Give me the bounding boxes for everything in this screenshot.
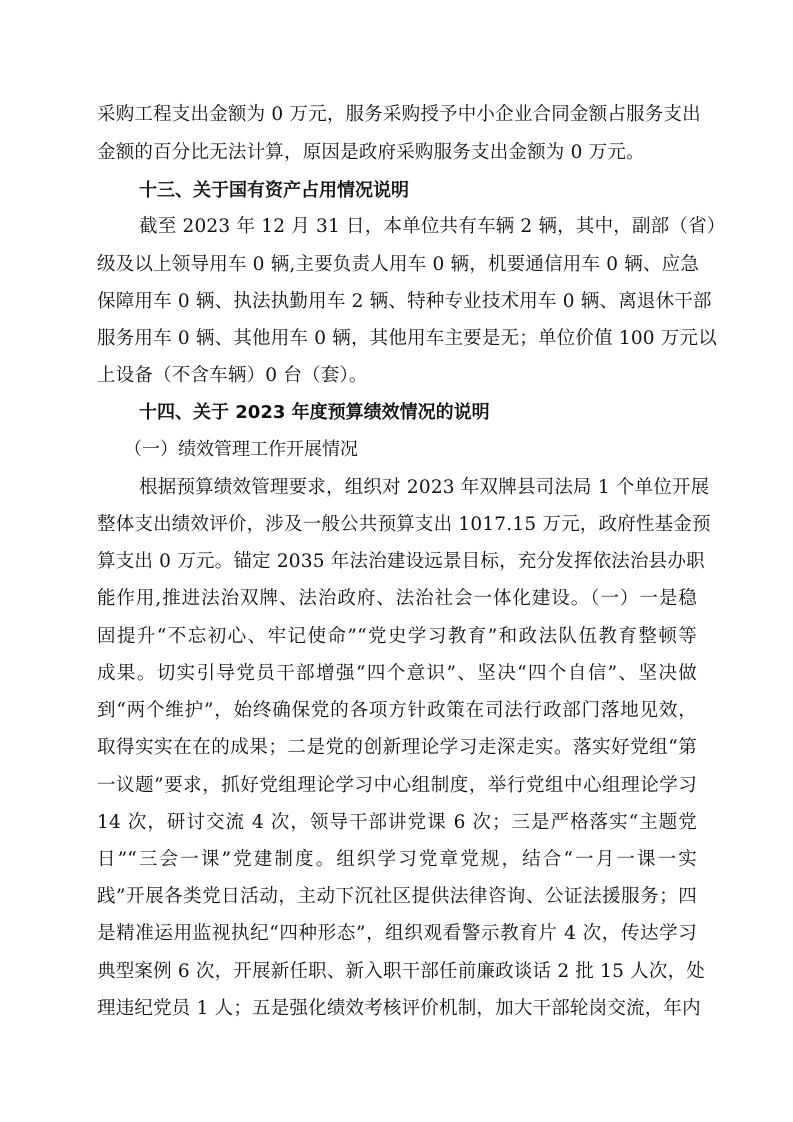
section-14-line-4: 能作用,推进法治双牌、法治政府、法治社会一体化建设。（一）一是稳	[97, 588, 697, 609]
section-14-line-14: 典型案例 6 次，开展新任职、新入职干部任前廉政谈话 2 批 15 人次，处	[97, 961, 705, 982]
section-14-line-13: 是精准运用监视执纪“四种形态”，组织观看警示教育片 4 次，传达学习	[97, 923, 697, 944]
intro-line-2: 金额的百分比无法计算，原因是政府采购服务支出金额为 0 万元。	[97, 142, 645, 163]
section-14-line-8: 取得实实在在的成果；二是党的创新理论学习走深走实。落实好党组“第	[97, 737, 697, 758]
section-14-line-5: 固提升“不忘初心、牢记使命”“党史学习教育”和政法队伍教育整顿等	[97, 626, 697, 647]
section-14-line-12: 践”开展各类党日活动，主动下沉社区提供法律咨询、公证法援服务；四	[97, 886, 697, 907]
section-14-line-10: 14 次，研讨交流 4 次，领导干部讲党课 6 次；三是严格落实“主题党	[97, 812, 697, 833]
section-14-heading: 十四、关于 2023 年度预算绩效情况的说明	[139, 402, 490, 423]
section-13-line-1: 截至 2023 年 12 月 31 日，本单位共有车辆 2 辆，其中，副部（省）	[139, 216, 726, 237]
section-14-line-1: 根据预算绩效管理要求，组织对 2023 年双牌县司法局 1 个单位开展	[139, 477, 710, 498]
section-14-line-7: 到“两个维护”，始终确保党的各项方针政策在司法行政部门落地见效，	[97, 700, 697, 721]
section-13-line-3: 保障用车 0 辆、执法执勤用车 2 辆、特种专业技术用车 0 辆、离退休干部	[97, 291, 712, 312]
section-13-line-5: 上设备（不含车辆）0 台（套）。	[97, 365, 368, 386]
section-13-line-2: 级及以上领导用车 0 辆,主要负责人用车 0 辆，机要通信用车 0 辆、应急	[97, 254, 700, 275]
section-14-line-9: 一议题”要求，抓好党组理论学习中心组制度，举行党组中心组理论学习	[97, 775, 697, 796]
section-13-line-4: 服务用车 0 辆、其他用车 0 辆，其他用车主要是无；单位价值 100 万元以	[97, 328, 717, 349]
section-13-heading: 十三、关于国有资产占用情况说明	[139, 180, 409, 201]
section-14-line-2: 整体支出绩效评价，涉及一般公共预算支出 1017.15 万元，政府性基金预	[97, 514, 711, 535]
section-14-subheading: （一）绩效管理工作开展情况	[124, 439, 358, 460]
section-14-line-3: 算支出 0 万元。锚定 2035 年法治建设远景目标，充分发挥依法治县办职	[97, 551, 705, 572]
intro-line-1: 采购工程支出金额为 0 万元，服务采购授予中小企业合同金额占服务支出	[97, 104, 701, 125]
section-14-line-15: 理违纪党员 1 人；五是强化绩效考核评价机制，加大干部轮岗交流，年内	[97, 998, 701, 1019]
section-14-line-11: 日”“三会一课”党建制度。组织学习党章党规，结合“一月一课一实	[97, 849, 697, 870]
section-14-line-6: 成果。切实引导党员干部增强“四个意识”、坚决“四个自信”、坚决做	[97, 663, 697, 684]
